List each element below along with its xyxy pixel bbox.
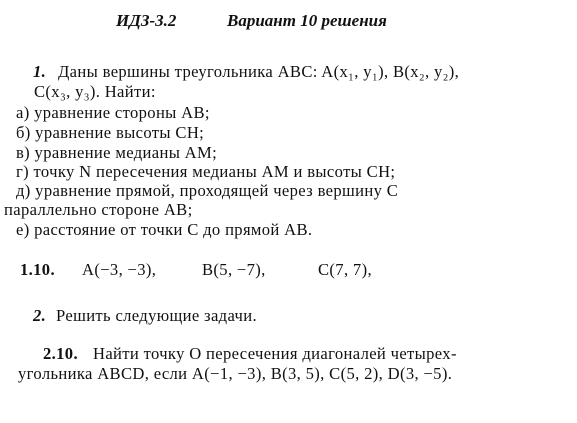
task-1-item-e: е) расстояние от точки C до прямой AB. <box>16 220 313 239</box>
task-1-number: 1. <box>33 62 47 81</box>
variant-2-line-2: угольника ABCD, если A(−1, −3), B(3, 5), C(5, 2), D(3, −5). <box>18 364 453 383</box>
task-2-text: Решить следующие задачи. <box>56 306 257 325</box>
doc-title: ИДЗ-3.2 <box>116 11 177 30</box>
variant-1-point-c: C(7, 7), <box>318 260 372 279</box>
variant-2-line-1: Найти точку O пересечения диагоналей четырех- <box>93 344 457 363</box>
variant-1-number: 1.10. <box>20 260 55 279</box>
task-1-item-v: в) уравнение медианы AM; <box>16 143 218 162</box>
task-1-item-g: г) точку N пересечения медианы AM и высоты CH; <box>16 162 396 181</box>
task-1-line-2: C(x₃, y₃). Найти: <box>34 82 156 101</box>
variant-2-number: 2.10. <box>43 344 78 363</box>
task-2-number: 2. <box>33 306 47 325</box>
variant-1-point-b: B(5, −7), <box>202 260 266 279</box>
task-1-item-b: б) уравнение высоты CH; <box>16 123 205 142</box>
task-1-item-d: д) уравнение прямой, проходящей через вершину C <box>16 181 399 200</box>
doc-subtitle: Вариант 10 решения <box>227 11 387 30</box>
variant-1-point-a: A(−3, −3), <box>82 260 157 279</box>
task-1-item-d-cont: параллельно стороне AB; <box>4 200 193 219</box>
task-1-item-a: а) уравнение стороны AB; <box>16 103 210 122</box>
task-1-line-1: Даны вершины треугольника ABC: A(x₁, y₁), B(x₂, y₂), <box>58 62 460 81</box>
